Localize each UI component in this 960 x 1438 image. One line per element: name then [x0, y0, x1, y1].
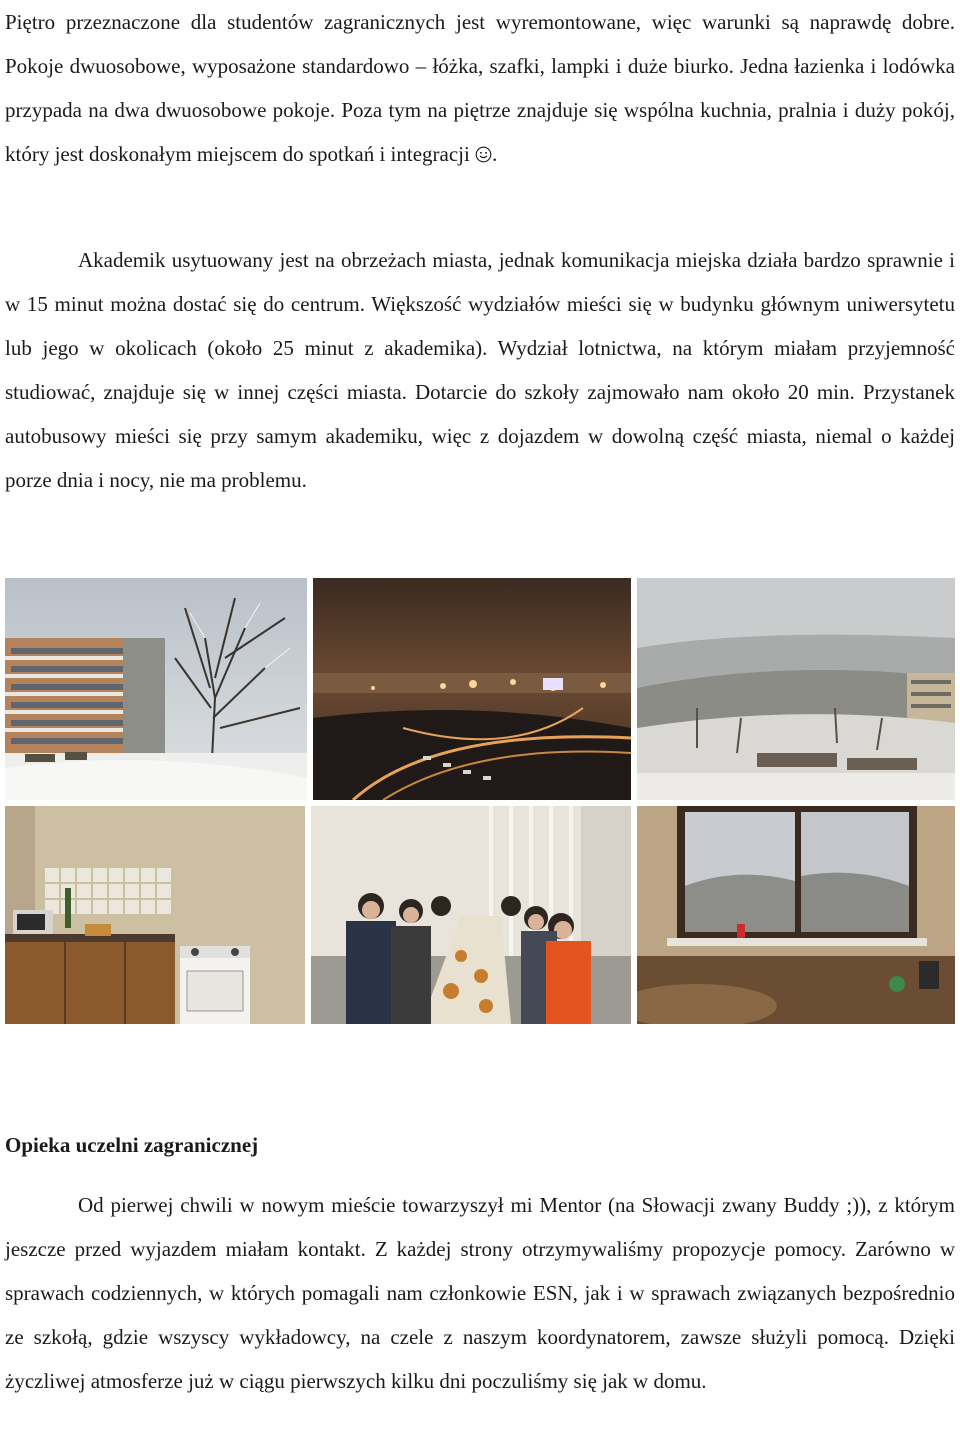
photo-room-window: [637, 806, 955, 1024]
section-heading: Opieka uczelni zagranicznej: [5, 1133, 259, 1157]
smiley-face-icon: [475, 146, 492, 163]
paragraph-dormitory-floor-text: Piętro przeznaczone dla studentów zagranicznych jest wyremontowane, więc warunki są naprawdę dobre. Pokoje dwuosobowe, wyposażone standardowo – łóżka, szafki, lampki i duże biurko. Jedna łazienka i lodówka przypada na dwa dwuosobowe pokoje. Poza tym na piętrze znajduje się wspólna kuchnia, pralnia i duży pokój, który jest doskonałym miejscem do spotkań i integracji: [5, 10, 955, 166]
photo-foggy-landscape: [637, 578, 955, 800]
paragraph-dormitory-floor: [5, 0, 955, 176]
photo-group-dinner: [311, 806, 631, 1024]
photo-dormitory-winter: [5, 578, 307, 800]
photo-kitchen: [5, 806, 305, 1024]
paragraph-host-university-support: Od pierwej chwili w nowym mieście towarzyszył mi Mentor (na Słowacji zwany Buddy ;)), z którym jeszcze przed wyjazdem miałam kontakt. Z każdej strony otrzymywaliśmy propozycje pomocy. Zarówno w sprawach codziennych, w których pomagali nam członkowie ESN, jak i w sprawach związanych bezpośrednio ze szkołą, gdzie wszyscy wykładowcy, na czele z naszym koordynatorem, zawsze służyli pomocą. Dzięki życzliwej atmosferze już w ciągu pierwszych kilku dni poczuliśmy się jak w domu.: [5, 1193, 955, 1393]
photo-city-night: [313, 578, 631, 800]
paragraph-location-transport: Akademik usytuowany jest na obrzeżach miasta, jednak komunikacja miejska działa bardzo sprawnie i w 15 minut można dostać się do centrum. Większość wydziałów mieści się w budynku głównym uniwersytetu lub jego w okolicach (około 25 minut z akademika). Wydział lotnictwa, na którym miałam przyjemność studiować, znajduje się w innej części miasta. Dotarcie do szkoły zajmowało nam około 20 min. Przystanek autobusowy mieści się przy samym akademiku, więc z dojazdem w dowolną część miasta, niemal o każdej porze dnia i nocy, nie ma problemu.: [5, 248, 955, 492]
paragraph-dormitory-floor-end: .: [492, 142, 498, 166]
